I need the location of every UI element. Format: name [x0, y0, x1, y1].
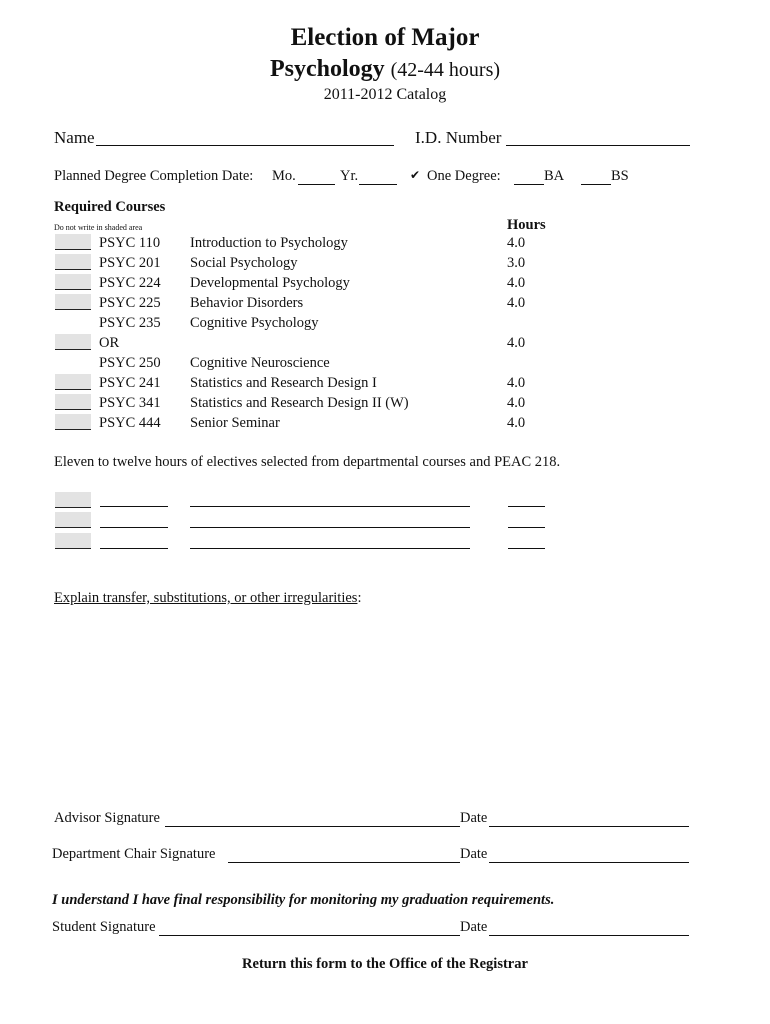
- course-hours: 4.0: [507, 375, 526, 391]
- return-instruction: Return this form to the Office of the Registrar: [242, 956, 528, 972]
- bs-field[interactable]: [581, 184, 611, 185]
- elective-title-field[interactable]: [190, 527, 470, 528]
- shaded-box: [55, 512, 91, 528]
- course-code: PSYC 241: [99, 375, 161, 391]
- course-hours: 4.0: [507, 335, 526, 351]
- elective-course-field[interactable]: [100, 527, 168, 528]
- course-hours: 3.0: [507, 255, 526, 271]
- course-title: Statistics and Research Design I: [190, 375, 377, 391]
- course-title: Cognitive Neuroscience: [190, 355, 330, 371]
- ba-label: BA: [544, 168, 565, 184]
- advisor-date-label: Date: [460, 810, 488, 826]
- elective-title-field[interactable]: [190, 506, 470, 507]
- elective-title-field[interactable]: [190, 548, 470, 549]
- year-field[interactable]: [359, 184, 397, 185]
- shaded-area-note: Do not write in shaded area: [54, 223, 143, 232]
- course-title: Cognitive Psychology: [190, 315, 319, 331]
- course-hours: 4.0: [507, 395, 526, 411]
- course-code: PSYC 444: [99, 415, 161, 431]
- explain-area[interactable]: [54, 615, 694, 795]
- shaded-box: [55, 294, 91, 310]
- course-hours: 4.0: [507, 295, 526, 311]
- course-title: Introduction to Psychology: [190, 235, 348, 251]
- course-hours: 4.0: [507, 275, 526, 291]
- required-courses-heading: Required Courses: [54, 199, 166, 215]
- hours-heading: Hours: [507, 217, 546, 233]
- course-title: Statistics and Research Design II (W): [190, 395, 409, 411]
- elective-hours-field[interactable]: [508, 506, 545, 507]
- course-code: PSYC 235: [99, 315, 161, 331]
- ba-field[interactable]: [514, 184, 544, 185]
- shaded-box: [55, 394, 91, 410]
- shaded-box: [55, 254, 91, 270]
- course-hours: 4.0: [507, 235, 526, 251]
- chair-date-label: Date: [460, 846, 488, 862]
- form-subtitle: [0, 56, 770, 83]
- student-date-label: Date: [460, 919, 488, 935]
- explain-colon: :: [357, 590, 362, 606]
- responsibility-statement: I understand I have final responsibility for monitoring my graduation requirements.: [52, 892, 555, 908]
- shaded-box: [55, 334, 91, 350]
- course-code: PSYC 201: [99, 255, 161, 271]
- catalog-year: 2011-2012 Catalog: [323, 86, 447, 103]
- form-title: Election of Major: [290, 24, 480, 51]
- id-number-label: I.D. Number: [415, 128, 502, 147]
- elective-course-field[interactable]: [100, 506, 168, 507]
- electives-note: Eleven to twelve hours of electives selected from departmental courses and PEAC 218.: [54, 454, 561, 470]
- course-title: Senior Seminar: [190, 415, 280, 431]
- course-title: Behavior Disorders: [190, 295, 304, 311]
- shaded-box: [55, 414, 91, 430]
- elective-hours-field[interactable]: [508, 527, 545, 528]
- course-code: PSYC 224: [99, 275, 161, 291]
- major-hours: (42-44 hours): [390, 59, 501, 81]
- month-label: Mo.: [272, 168, 296, 184]
- course-code: OR: [99, 335, 120, 351]
- course-code: PSYC 110: [99, 235, 161, 251]
- name-label: Name: [54, 128, 95, 147]
- explain-label: Explain transfer, substitutions, or other irregularities: [54, 590, 358, 606]
- shaded-box: [55, 492, 91, 508]
- completion-date-label: Planned Degree Completion Date:: [54, 168, 254, 184]
- course-code: PSYC 225: [99, 295, 161, 311]
- month-field[interactable]: [298, 184, 335, 185]
- elective-hours-field[interactable]: [508, 548, 545, 549]
- advisor-date-field[interactable]: [489, 826, 689, 827]
- chair-signature-field[interactable]: [228, 862, 460, 863]
- shaded-box: [55, 533, 91, 549]
- checkmark-icon: ✔: [410, 168, 421, 182]
- shaded-box: [55, 234, 91, 250]
- name-field[interactable]: [96, 145, 394, 146]
- course-title: Developmental Psychology: [190, 275, 350, 291]
- course-title: Social Psychology: [190, 255, 298, 271]
- chair-date-field[interactable]: [489, 862, 689, 863]
- shaded-box: [55, 374, 91, 390]
- course-code: PSYC 250: [99, 355, 161, 371]
- student-signature-field[interactable]: [159, 935, 460, 936]
- major-name: Psychology: [269, 56, 385, 82]
- student-date-field[interactable]: [489, 935, 689, 936]
- year-label: Yr.: [340, 168, 359, 184]
- advisor-signature-field[interactable]: [165, 826, 460, 827]
- chair-signature-label: Department Chair Signature: [52, 846, 216, 862]
- student-signature-label: Student Signature: [52, 919, 156, 935]
- shaded-box: [55, 274, 91, 290]
- course-code: PSYC 341: [99, 395, 161, 411]
- explain-label-row: [54, 590, 361, 607]
- advisor-signature-label: Advisor Signature: [54, 810, 160, 826]
- id-number-field[interactable]: [506, 145, 690, 146]
- bs-label: BS: [611, 168, 629, 184]
- course-hours: 4.0: [507, 415, 526, 431]
- elective-course-field[interactable]: [100, 548, 168, 549]
- one-degree-label: One Degree:: [427, 168, 501, 184]
